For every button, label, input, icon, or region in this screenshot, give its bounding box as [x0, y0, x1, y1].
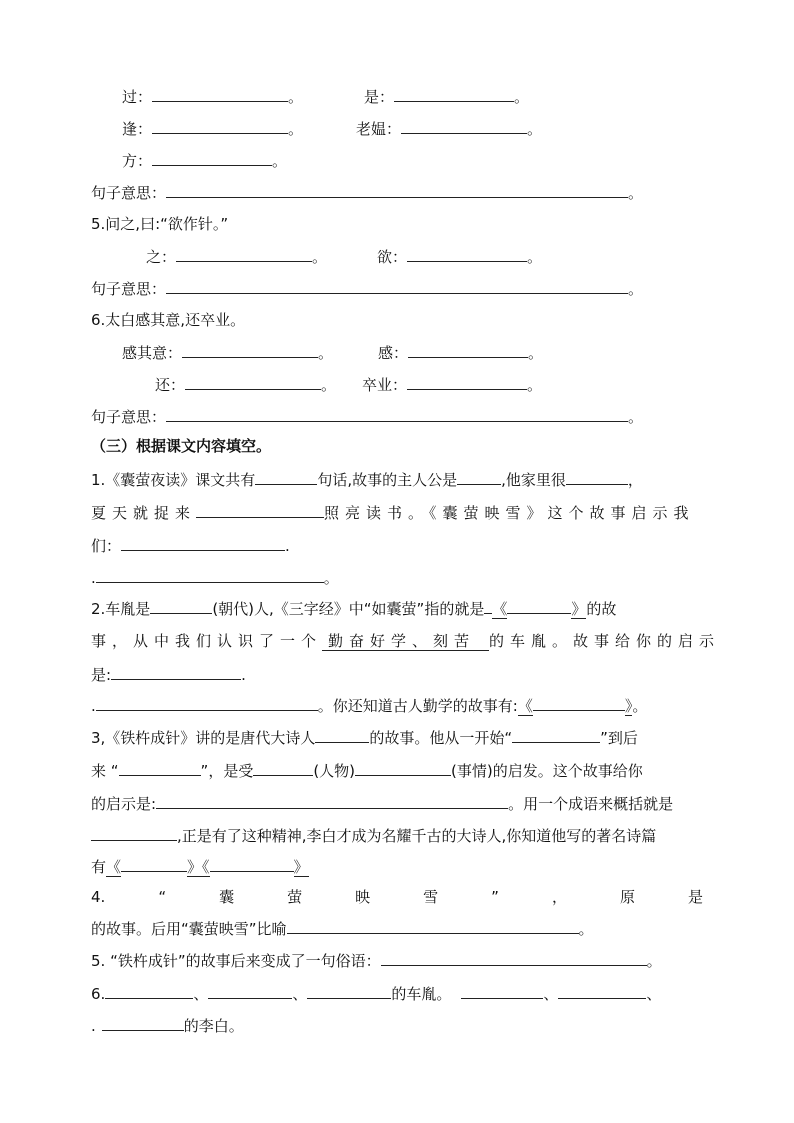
vocab-line-zhi: 之： 。 [146, 248, 328, 266]
text: 萤 [287, 888, 303, 906]
blank[interactable] [150, 598, 212, 614]
blank[interactable] [121, 856, 187, 872]
blank[interactable] [166, 182, 628, 198]
word-label: 之： [146, 248, 177, 266]
text: (事情)的启发。这个故事给你 [451, 762, 643, 780]
text: 。 [646, 952, 662, 970]
blank[interactable] [196, 502, 324, 518]
blank[interactable] [558, 983, 646, 999]
word-label: 感： [378, 344, 409, 362]
text: 的故事。他从一开始“ [369, 729, 513, 747]
text: 的车胤。故事给你的启示 [489, 632, 721, 650]
word-label: 老媪： [356, 120, 402, 138]
blank[interactable] [315, 727, 369, 743]
fill-3-line-1 [91, 727, 638, 747]
text: (人物) [313, 762, 356, 780]
blank[interactable] [166, 406, 628, 422]
word-label: 还： [155, 376, 186, 394]
text: 是: [91, 666, 112, 684]
blank[interactable] [152, 150, 272, 166]
text: 《 [492, 600, 508, 618]
blank[interactable] [507, 598, 571, 614]
blank[interactable] [152, 86, 288, 102]
fill-2-line-4: . 。你还知道古人勤学的故事有:《 》。 [91, 697, 648, 715]
sentence-label: 句子意思： [91, 280, 167, 298]
blank[interactable] [457, 469, 501, 485]
blank[interactable] [176, 246, 312, 262]
text: ,正是有了这种精神,李白才成为名耀千古的大诗人,你知道他写的著名诗篇 [177, 827, 657, 845]
blank[interactable] [533, 695, 625, 711]
blank[interactable] [461, 983, 543, 999]
word-label: 过： [122, 88, 153, 106]
vocab-line-laoao: 老媪： 。 [356, 120, 543, 138]
blank[interactable] [287, 918, 579, 934]
text: 的启示是: [91, 795, 157, 813]
text: 3,《铁杵成针》讲的是唐代大诗人 [91, 729, 316, 747]
blank[interactable] [394, 86, 514, 102]
text: ”，是受 [200, 762, 254, 780]
sentence-meaning-line: 句子意思： 。 [91, 408, 644, 426]
vocab-line-feng: 逢： 。 [122, 120, 304, 138]
text: 事，从中我们认识了一个 [91, 632, 323, 650]
word-label: 卒业： [362, 376, 408, 394]
fill-3-line-2 [91, 760, 643, 780]
text: 。用一个成语来概括就是 [508, 795, 674, 813]
vocab-line-huan: 还： 。 [155, 376, 337, 394]
blank[interactable] [166, 278, 628, 294]
word-label: 方： [122, 152, 153, 170]
blank[interactable] [96, 695, 318, 711]
text: 6. [91, 985, 106, 1003]
text: ， [551, 888, 567, 906]
text: . [91, 569, 96, 587]
text: 》 [624, 697, 633, 715]
text: ”到后 [600, 729, 638, 747]
fill-4-line-2 [91, 918, 594, 938]
blank[interactable] [355, 760, 451, 776]
text: 《 [517, 697, 533, 715]
text: 的车胤。 [391, 985, 452, 1003]
text: 、 [543, 985, 559, 1003]
vocab-line-zuye: 卒业： 。 [362, 376, 543, 394]
text: ,他家里很 [501, 471, 566, 489]
word-label: 感其意： [122, 344, 183, 362]
blank[interactable] [182, 342, 318, 358]
question-6-text: 6.太白感其意,还卒业。 [91, 311, 246, 329]
text: 句话,故事的主人公是 [317, 471, 458, 489]
text: 。你还知道古人勤学的故事有: [317, 697, 518, 715]
text: 。 [578, 920, 594, 938]
vocab-line-shi: 是： 。 [364, 88, 530, 106]
text: 5. “铁杵成针”的故事后来变成了一句俗语： [91, 952, 381, 970]
blank[interactable] [307, 983, 391, 999]
fill-1-line-2 [91, 502, 695, 522]
blank[interactable] [91, 825, 177, 841]
text: ” [491, 888, 499, 906]
blank[interactable] [407, 246, 527, 262]
text: 的故事。后用“囊萤映雪”比喻 [91, 920, 287, 938]
text: . [285, 537, 290, 555]
blank[interactable] [119, 760, 201, 776]
blank[interactable] [156, 793, 508, 809]
fill-2-line-3: 是: . [91, 666, 246, 684]
blank[interactable] [566, 469, 628, 485]
fill-4-line-1 [91, 887, 703, 907]
sentence-label: 句子意思： [91, 408, 167, 426]
vocab-line-fang: 方： 。 [122, 152, 288, 170]
fill-1-line-4: . 。 [91, 569, 339, 587]
word-label: 是： [364, 88, 395, 106]
text: 夏天就捉来 [91, 504, 197, 522]
fill-6-line-2 [91, 1015, 244, 1035]
text: 4. [91, 888, 106, 906]
text: 是 [687, 888, 703, 906]
text: 1.《囊萤夜读》课文共有 [91, 471, 256, 489]
blank[interactable] [253, 760, 313, 776]
fill-1-line-3 [91, 535, 290, 555]
text: 雪 [423, 888, 439, 906]
text: 映 [355, 888, 371, 906]
text: 》 [293, 858, 309, 876]
fill-2-line-1 [91, 598, 616, 618]
vocab-line-yu: 欲： 。 [377, 248, 543, 266]
blank[interactable] [111, 664, 241, 680]
text: 《 [106, 858, 122, 876]
blank[interactable] [185, 374, 321, 390]
blank[interactable] [512, 727, 600, 743]
fill-3-line-3 [91, 793, 673, 813]
blank[interactable] [407, 374, 527, 390]
blank[interactable] [255, 469, 317, 485]
text: 照亮读书。《囊萤映雪》这个故事启示我 [324, 504, 695, 522]
text: 的故 [586, 600, 617, 618]
text: . [91, 1017, 96, 1035]
blank[interactable] [381, 950, 647, 966]
text: 有 [91, 858, 107, 876]
text: 》 [571, 600, 587, 618]
fill-6-line-1 [91, 983, 661, 1003]
blank[interactable] [105, 983, 193, 999]
text: 来 “ [91, 762, 119, 780]
text: ， [627, 471, 643, 489]
blank[interactable] [96, 567, 324, 583]
blank[interactable] [208, 983, 292, 999]
text: 》《 [187, 858, 210, 876]
section-3-title: （三）根据课文内容填空。 [91, 437, 272, 455]
text: 、 [193, 985, 209, 1003]
sentence-label: 句子意思： [91, 184, 167, 202]
fill-3-line-5 [91, 856, 309, 876]
blank[interactable] [401, 118, 527, 134]
sentence-meaning-line: 句子意思： 。 [91, 280, 644, 298]
text: 原 [619, 888, 635, 906]
text: 2.车胤是 [91, 600, 151, 618]
blank[interactable] [152, 118, 288, 134]
answer-text: 勤奋好学、刻苦 [322, 632, 489, 651]
blank[interactable] [102, 1015, 184, 1031]
blank[interactable] [121, 535, 285, 551]
text: 、 [646, 985, 662, 1003]
text: “ [158, 888, 167, 906]
fill-2-line-2 [91, 631, 720, 651]
text: 的李白。 [183, 1017, 244, 1035]
fill-5-line-1 [91, 950, 662, 970]
vocab-line-ganqiyi: 感其意： 。 [122, 344, 334, 362]
question-5-text: 5.问之,曰:“欲作针。” [91, 215, 229, 233]
vocab-line-gan: 感： 。 [378, 344, 544, 362]
fill-3-line-4 [91, 825, 656, 845]
text: 囊 [219, 888, 235, 906]
vocab-line-guo: 过： 。 [122, 88, 304, 106]
text: 们： [91, 537, 122, 555]
text: 、 [292, 985, 308, 1003]
blank[interactable] [210, 856, 294, 872]
word-label: 欲： [377, 248, 408, 266]
word-label: 逢： [122, 120, 153, 138]
text: (朝代)人,《三字经》中“如囊萤”指的就是 [212, 600, 485, 618]
blank[interactable] [408, 342, 528, 358]
sentence-meaning-line: 句子意思： 。 [91, 184, 644, 202]
fill-1-line-1 [91, 469, 643, 489]
